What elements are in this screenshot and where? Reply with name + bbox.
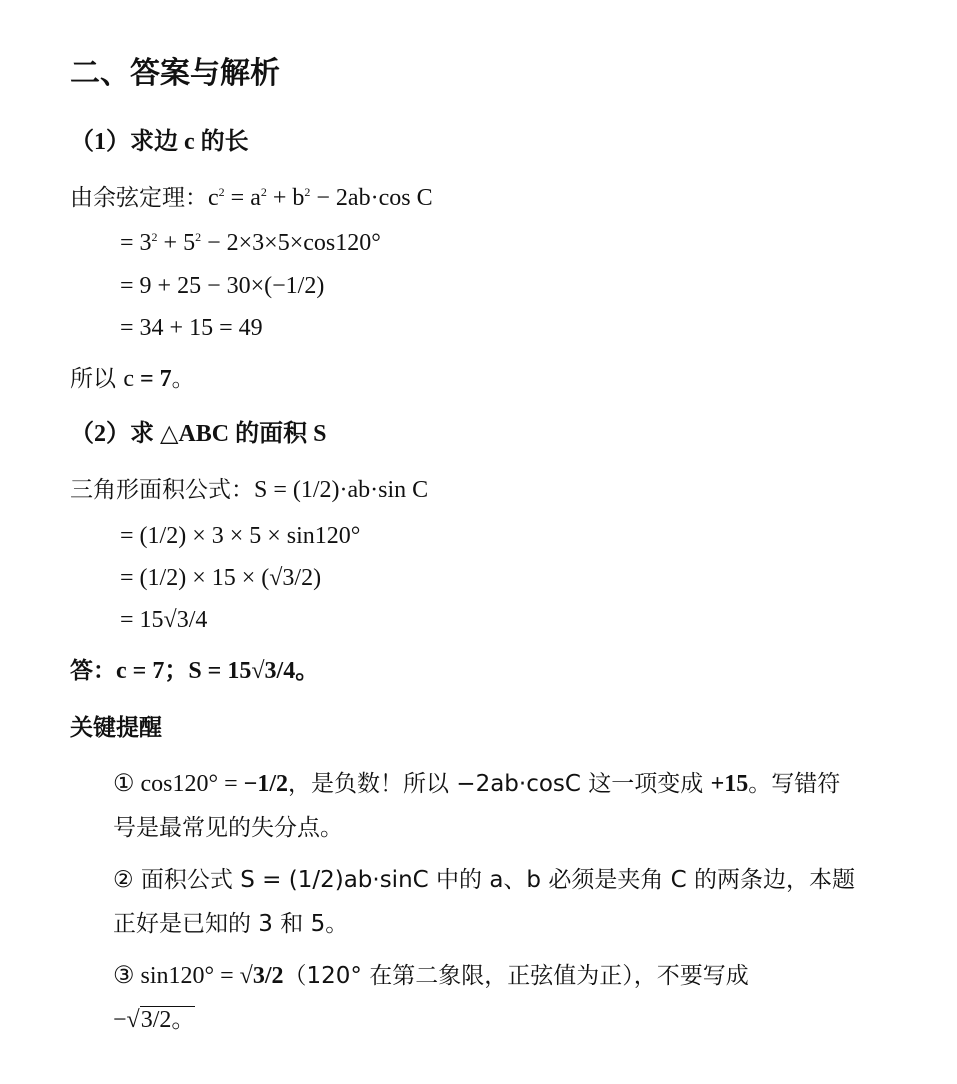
key-point-3-line2 bbox=[113, 1005, 195, 1035]
key-point-3-line1 bbox=[113, 961, 749, 991]
answer-label: 答： bbox=[70, 658, 116, 684]
part1-step3: = 34 + 15 = 49 bbox=[120, 315, 263, 341]
part2-heading: （2）求 △ABC 的面积 S bbox=[70, 421, 327, 447]
final-answer bbox=[70, 656, 319, 686]
kp3-a: ③ sin120° = bbox=[113, 963, 240, 989]
formula-eq: = a bbox=[224, 185, 261, 211]
conclusion-bold: = 7 bbox=[133, 366, 172, 392]
step1-b: + 5 bbox=[157, 230, 196, 256]
part2-formula-line bbox=[70, 475, 428, 505]
kp3-c: （120° 在第二象限，正弦值为正），不要写成 bbox=[283, 963, 749, 989]
part2-step2: = (1/2) × 15 × (√3/2) bbox=[120, 565, 322, 591]
part1-step1 bbox=[120, 228, 381, 258]
key-point-1-line2: 号是最常见的失分点。 bbox=[113, 815, 343, 841]
part1-step2: = 9 + 25 − 30×(−1/2) bbox=[120, 273, 325, 299]
part1-heading: （1）求边 c 的长 bbox=[70, 129, 249, 155]
exp: 2 bbox=[304, 185, 311, 199]
part2-step1: = (1/2) × 3 × 5 × sin120° bbox=[120, 523, 361, 549]
part1-conclusion bbox=[70, 364, 195, 394]
part2-intro-label: 三角形面积公式： bbox=[70, 477, 254, 503]
kp1-d: +15 bbox=[710, 771, 749, 797]
part2-formula: S = (1/2)·ab·sin C bbox=[254, 477, 429, 503]
formula-rest: − 2ab·cos C bbox=[310, 185, 433, 211]
key-points-heading: 关键提醒 bbox=[70, 715, 162, 741]
part2-step3: = 15√3/4 bbox=[120, 607, 208, 633]
conclusion-c: c bbox=[123, 366, 134, 392]
exp: 2 bbox=[260, 185, 267, 199]
kp3-b: √3/2 bbox=[239, 963, 284, 989]
exp: 2 bbox=[151, 230, 158, 244]
formula-plus: + b bbox=[266, 185, 305, 211]
kp1-b: −1/2 bbox=[243, 771, 288, 797]
kp1-a: ① cos120° = bbox=[113, 771, 244, 797]
sqrt-icon: √ bbox=[126, 1007, 140, 1033]
formula-c: c bbox=[208, 185, 219, 211]
exp: 2 bbox=[195, 230, 202, 244]
exp: 2 bbox=[218, 185, 225, 199]
key-point-2-line2: 正好是已知的 3 和 5。 bbox=[113, 911, 349, 937]
part1-intro-label: 由余弦定理： bbox=[70, 185, 208, 211]
step1-c: − 2×3×5×cos120° bbox=[201, 230, 381, 256]
kp1-e: 。写错符 bbox=[748, 771, 841, 797]
answer-text: c = 7；S = 15√3/4。 bbox=[116, 658, 320, 684]
key-point-2-line1: ② 面积公式 S = (1/2)ab·sinC 中的 a、b 必须是夹角 C 的两条边，本题 bbox=[113, 867, 856, 893]
conclusion-prefix: 所以 bbox=[70, 366, 124, 392]
kp3-minus: − bbox=[113, 1007, 127, 1033]
page-title: 二、答案与解析 bbox=[70, 56, 280, 91]
kp3-radicand: 3/2。 bbox=[140, 1007, 196, 1033]
kp1-c: ，是负数！所以 −2ab·cosC 这一项变成 bbox=[287, 771, 711, 797]
step1-a: = 3 bbox=[120, 230, 152, 256]
conclusion-suffix: 。 bbox=[171, 366, 195, 392]
part1-formula-line bbox=[70, 183, 433, 213]
key-point-1-line1 bbox=[113, 769, 840, 799]
